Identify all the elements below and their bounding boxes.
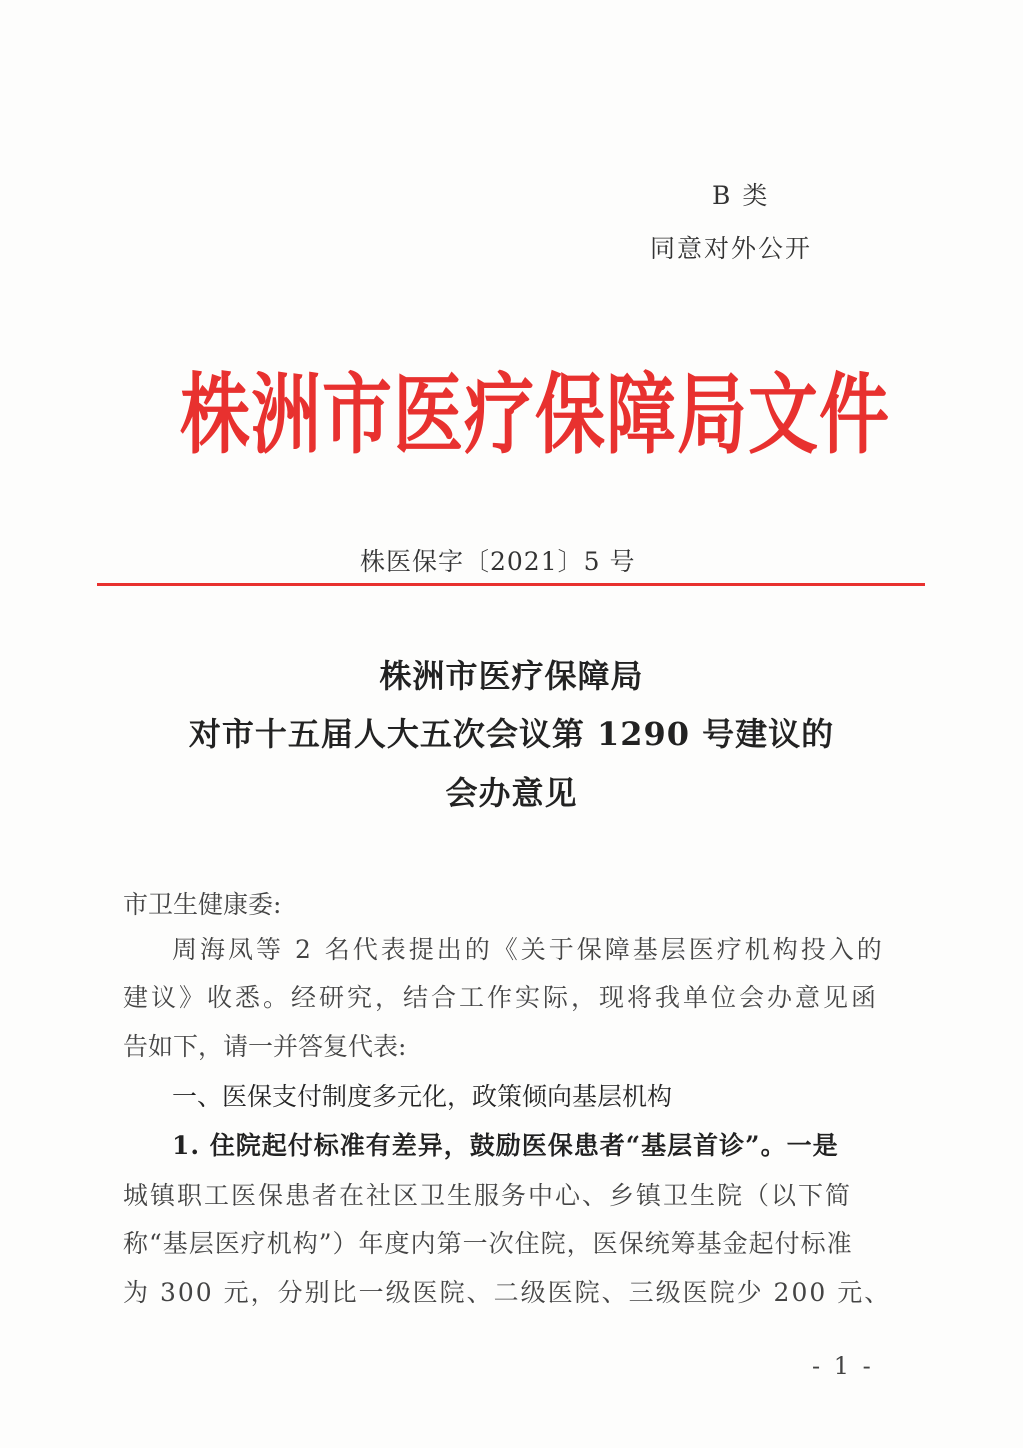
- paragraph-1-line-1: 周海凤等 2 名代表提出的《关于保障基层医疗机构投入的: [172, 935, 885, 964]
- category-mark: B 类: [712, 181, 770, 210]
- paragraph-2-line-3: 为 300 元，分别比一级医院、二级医院、三级医院少 200 元、: [123, 1278, 892, 1307]
- section-heading-1: 一、医保支付制度多元化，政策倾向基层机构: [172, 1082, 673, 1111]
- paragraph-1-line-2: 建议》收悉。经研究，结合工作实际，现将我单位会办意见函: [123, 983, 880, 1012]
- document-number: 株医保字〔2021〕5 号: [360, 547, 636, 576]
- paragraph-2-line-2: 称“基层医疗机构”）年度内第一次住院，医保统筹基金起付标准: [123, 1229, 853, 1258]
- document-title-line-1: 株洲市医疗保障局: [379, 657, 644, 695]
- recipient: 市卫生健康委:: [123, 890, 282, 919]
- page-number: - 1 -: [812, 1352, 874, 1380]
- document-title-line-2: 对市十五届人大五次会议第 1290 号建议的: [188, 715, 835, 753]
- subsection-heading-1: 1. 住院起付标准有差异，鼓励医保患者“基层首诊”。一是: [172, 1131, 839, 1160]
- red-separator-line: [97, 583, 925, 586]
- disclosure-mark: 同意对外公开: [650, 234, 813, 263]
- document-title-line-3: 会办意见: [445, 774, 578, 812]
- paragraph-1-line-3: 告如下，请一并答复代表:: [123, 1032, 407, 1061]
- paragraph-2-line-1: 城镇职工医保患者在社区卫生服务中心、乡镇卫生院（以下简: [123, 1181, 853, 1210]
- issuer-red-header: 株洲市医疗保障局文件: [180, 363, 890, 467]
